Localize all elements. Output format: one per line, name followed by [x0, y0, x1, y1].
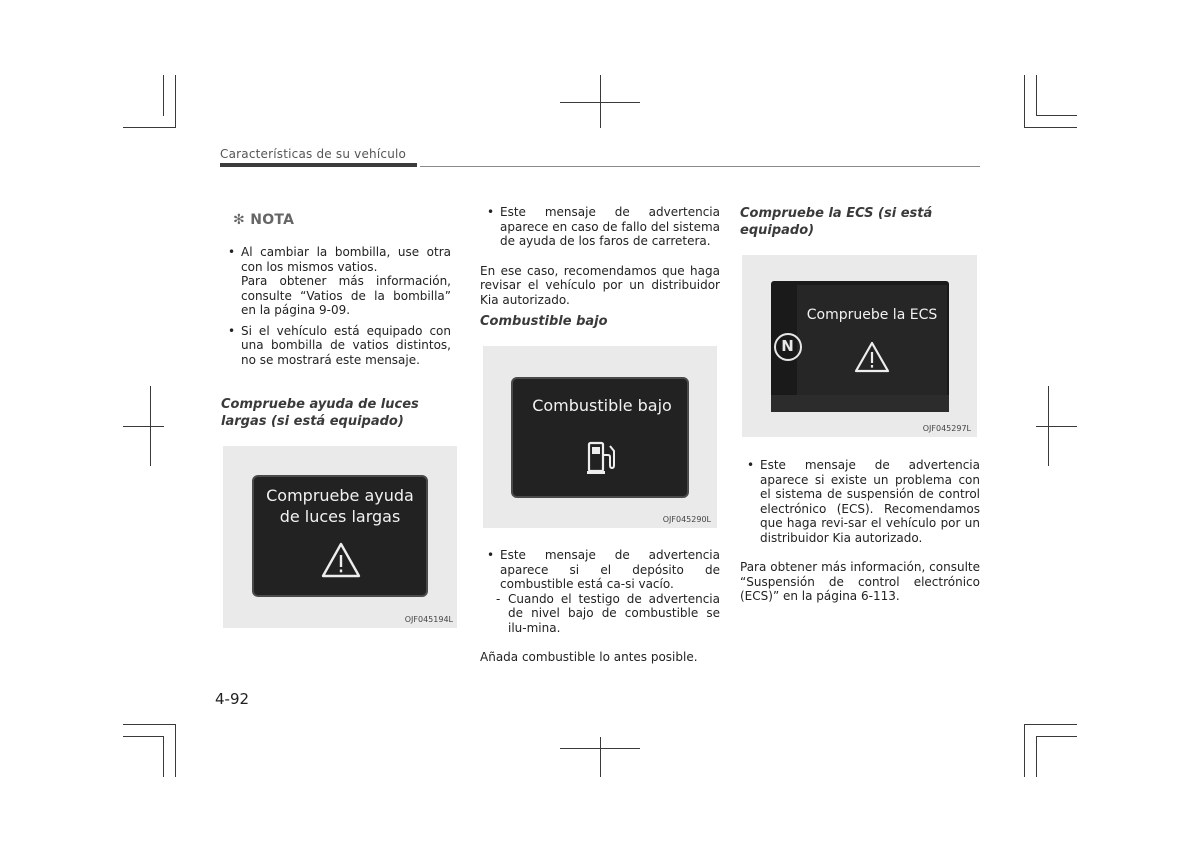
- message-panel: [797, 285, 947, 395]
- warning-triangle-icon: [853, 340, 891, 374]
- section-heading-low-fuel: Combustible bajo: [480, 314, 608, 329]
- screen-message: Compruebe ayuda de luces largas: [266, 486, 414, 526]
- list-item: • Este mensaje de advertencia aparece si existe un problema con el sistema de suspensión de control electrónico (ECS). Recomendamos que haga revi-sar el vehículo por un distribuidor Kia autorizado.: [740, 458, 980, 545]
- note-item-text: • Si el vehículo está equipado con una bombilla de vatios distintos, no se mostrará este mensaje.: [241, 323, 451, 367]
- paragraph: En ese caso, recomendamos que haga revisar el vehículo por un distribuidor Kia autorizado.: [480, 263, 720, 307]
- fuel-pump-icon: [585, 439, 619, 477]
- display-screen: [771, 281, 949, 412]
- header-rule: [420, 166, 980, 167]
- note-item-text: • Al cambiar la bombilla, use otra con los mismos vatios.: [241, 245, 451, 274]
- figure-code: OJF045194L: [404, 615, 453, 624]
- warning-triangle-icon: [320, 541, 362, 579]
- paragraph: Para obtener más información, consulte “Suspensión de control electrónico (ECS)” en la página 6-113.: [740, 560, 980, 603]
- note-title: ✻ NOTA: [233, 212, 295, 228]
- display-screen: [252, 475, 428, 597]
- gear-indicator: [774, 333, 802, 361]
- screen-footer: [771, 395, 949, 412]
- column2-text-bottom: [480, 548, 720, 665]
- note-item-text: Para obtener más información, consulte “Vatios de la bombilla” en la página 9-09.: [241, 274, 451, 317]
- figure-code: OJF045290L: [662, 515, 711, 524]
- sub-list-item: - Cuando el testigo de advertencia de nivel bajo de combustible se ilu-mina.: [480, 592, 720, 636]
- section-heading-ecs: Compruebe la ECS (si está equipado): [740, 206, 933, 238]
- header-bar: [220, 163, 417, 167]
- list-item: • Este mensaje de advertencia aparece en caso de fallo del sistema de ayuda de los faros de carretera.: [480, 205, 720, 249]
- column3-text: [740, 458, 980, 604]
- section-header: Características de su vehículo: [220, 147, 407, 161]
- figure-high-beam: [223, 446, 457, 628]
- figure-code: OJF045297L: [922, 424, 971, 433]
- paragraph: Añada combustible lo antes posible.: [480, 650, 698, 664]
- figure-low-fuel: [483, 346, 717, 528]
- note-list: [221, 245, 451, 367]
- screen-message: Compruebe la ECS: [806, 307, 938, 323]
- page-number: 4-92: [215, 690, 250, 708]
- note-item: [221, 245, 451, 318]
- screen-message: Combustible bajo: [532, 396, 672, 415]
- display-screen: [511, 377, 689, 498]
- list-item: • Este mensaje de advertencia aparece si el depósito de combustible está ca-si vacío.: [480, 548, 720, 592]
- figure-ecs: [742, 255, 977, 437]
- note-item: [221, 324, 451, 368]
- gear-label: N: [781, 337, 794, 355]
- section-heading-high-beam: Compruebe ayuda de luces largas (si está equipado): [221, 397, 419, 429]
- column2-text-top: [480, 205, 720, 307]
